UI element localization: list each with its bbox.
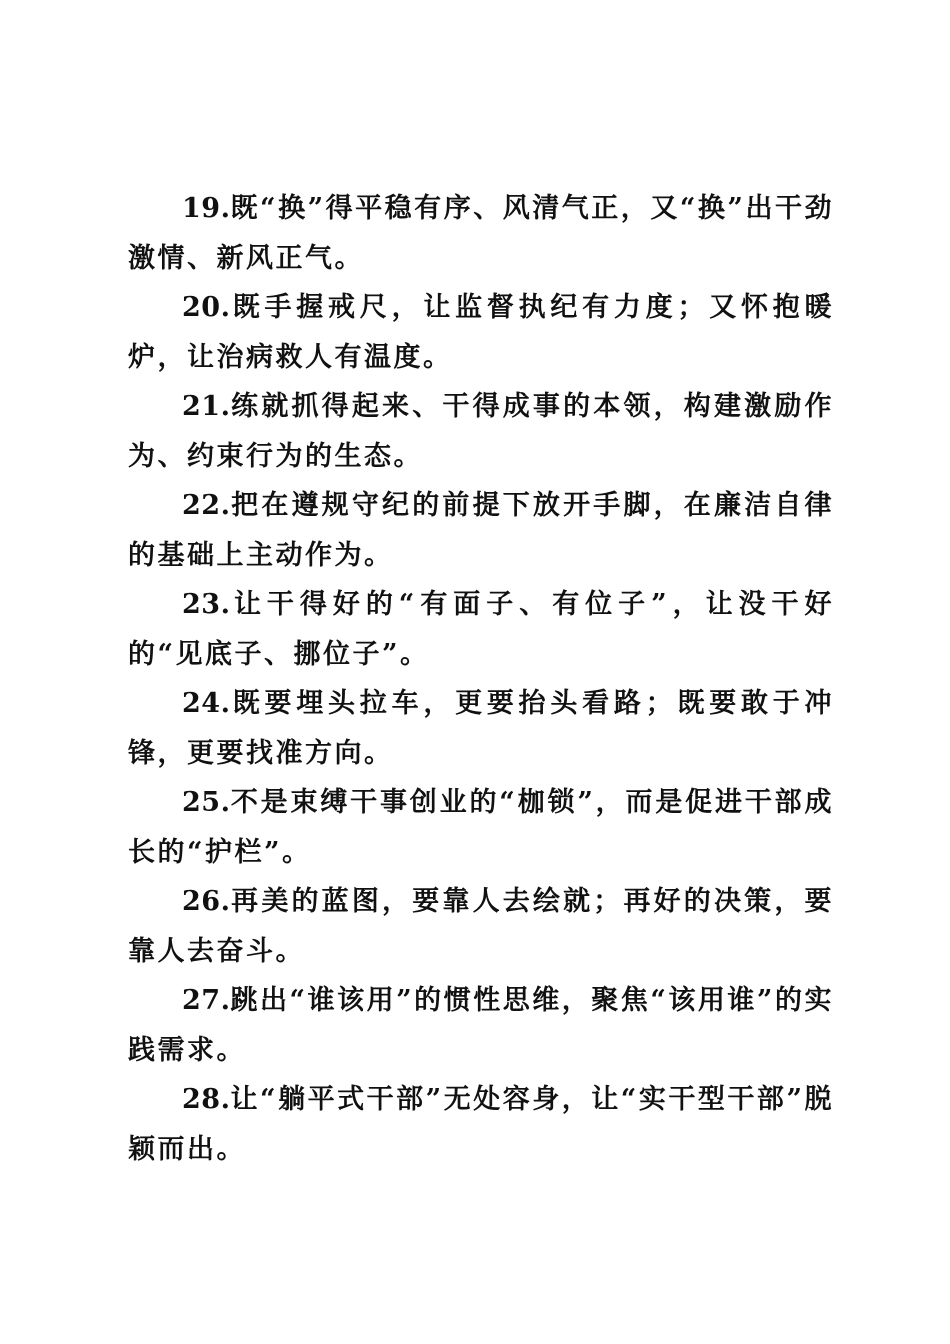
paragraph-number: 19. [182,193,231,224]
paragraph-number: 25. [182,787,231,818]
paragraph-number: 20. [182,292,231,323]
paragraph-number: 22. [182,490,231,521]
paragraph-22 [128,481,834,580]
paragraph-text: 让干得好的“有面子、有位子”，让没干好的“见底子、挪位子”。 [128,589,834,670]
paragraph-number: 21. [182,391,231,422]
paragraph-text: 既“换”得平稳有序、风清气正，又“换”出干劲激情、新风正气。 [128,193,834,274]
paragraph-28 [128,1075,834,1174]
paragraph-number: 26. [182,886,231,917]
paragraph-text: 再美的蓝图，要靠人去绘就；再好的决策，要靠人去奋斗。 [128,886,834,967]
paragraph-25 [128,778,834,877]
paragraph-text: 把在遵规守纪的前提下放开手脚，在廉洁自律的基础上主动作为。 [128,490,834,571]
paragraph-text: 让“躺平式干部”无处容身，让“实干型干部”脱颖而出。 [128,1084,834,1165]
paragraph-text: 练就抓得起来、干得成事的本领，构建激励作为、约束行为的生态。 [128,391,834,472]
paragraph-number: 27. [182,985,231,1016]
paragraph-19 [128,184,834,283]
paragraph-text: 不是束缚干事创业的“枷锁”，而是促进干部成长的“护栏”。 [128,787,834,868]
paragraph-text: 跳出“谁该用”的惯性思维，聚焦“该用谁”的实践需求。 [128,985,834,1066]
paragraph-number: 28. [182,1084,231,1115]
paragraph-26 [128,877,834,976]
paragraph-text: 既手握戒尺，让监督执纪有力度；又怀抱暖炉，让治病救人有温度。 [128,292,834,373]
paragraph-24 [128,679,834,778]
paragraph-number: 23. [182,589,231,620]
paragraph-27 [128,976,834,1075]
paragraph-21 [128,382,834,481]
paragraph-23 [128,580,834,679]
paragraph-20 [128,283,834,382]
paragraph-number: 24. [182,688,231,719]
document-body [128,184,834,1174]
paragraph-text: 既要埋头拉车，更要抬头看路；既要敢于冲锋，更要找准方向。 [128,688,834,769]
